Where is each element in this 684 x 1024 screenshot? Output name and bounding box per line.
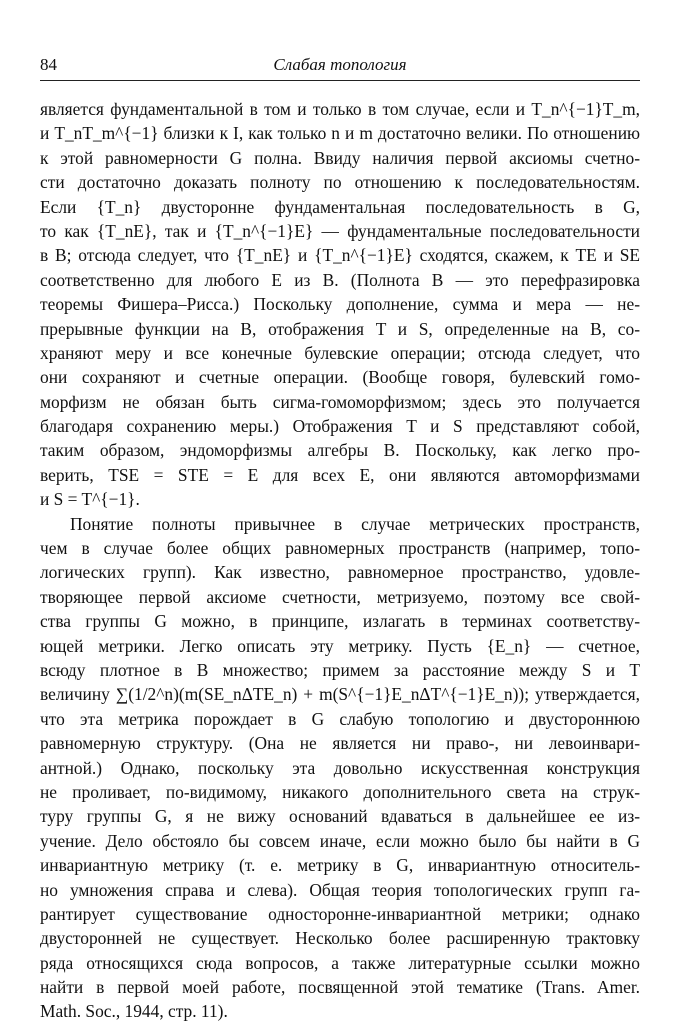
text-line: учение. Дело обстояло бы совсем иначе, если можно было бы найти в G	[40, 830, 640, 851]
page-body	[40, 97, 640, 1024]
paragraph-2	[40, 512, 640, 1024]
text-line: антной.) Однако, поскольку эта довольно искусственная конструкция	[40, 757, 640, 778]
text-line: морфизм не обязан быть сигма-гомоморфизмом; здесь это получается	[40, 391, 640, 412]
text-line: двусторонней не существует. Несколько более расширенную трактовку	[40, 928, 640, 949]
text-line: что эта метрика порождает в G слабую топологию и двустороннюю	[40, 708, 640, 729]
text-line: и T_nT_m^{−1} близки к I, как только n и m достаточно велики. По отношению	[40, 123, 640, 144]
text-line: туру группы G, я не вижу оснований вдаваться в дальнейшее ее из-	[40, 806, 640, 827]
header-rule	[40, 80, 640, 81]
text-line: к этой равномерности G полна. Ввиду наличия первой аксиомы счетно-	[40, 147, 640, 168]
text-line: верить, TSE = STE = E для всех E, они являются автоморфизмами	[40, 464, 640, 485]
text-line: то как {T_nE}, так и {T_n^{−1}E} — фундаментальные последовательности	[40, 220, 640, 241]
text-line: величину ∑(1/2^n)(m(SE_nΔTE_n) + m(S^{−1}E_nΔT^{−1}E_n)); утверждается,	[40, 684, 640, 705]
text-line: рантирует существование односторонне-инвариантной метрики; однако	[40, 903, 640, 924]
text-line: всюду плотное в B множество; примем за расстояние между S и T	[40, 659, 640, 680]
text-line: храняют меру и все конечные булевские операции; отсюда следует, что	[40, 342, 640, 363]
text-line: таким образом, эндоморфизмы алгебры B. Поскольку, как легко про-	[40, 440, 640, 461]
text-line: Если {T_n} двусторонне фундаментальная последовательность в G,	[40, 196, 640, 217]
text-line: сти достаточно доказать полноту по отношению к последовательностям.	[40, 172, 640, 193]
text-line: ряда относящихся сюда вопросов, а также литературные ссылки можно	[40, 952, 640, 973]
text-line: ющей метрики. Легко описать эту метрику. Пусть {E_n} — счетное,	[40, 635, 640, 656]
text-line: творяющее первой аксиоме счетности, метризуемо, поэтому все свой-	[40, 586, 640, 607]
text-line: но умножения справа и слева). Общая теория топологических групп га-	[40, 879, 640, 900]
page-number: 84	[40, 55, 57, 74]
text-line: прерывные функции на B, отображения T и S, определенные на B, со-	[40, 318, 640, 339]
paragraph-1	[40, 97, 640, 512]
text-line: найти в первой моей работе, посвященной этой тематике (Trans. Amer.	[40, 977, 640, 998]
text-line: теоремы Фишера–Рисса.) Поскольку дополнение, сумма и мера — не-	[40, 294, 640, 315]
text-line: они сохраняют и счетные операции. (Вообще говоря, булевский гомо-	[40, 367, 640, 388]
text-line: ства группы G можно, в принципе, излагать в терминах соответству-	[40, 611, 640, 632]
text-line: чем в случае более общих равномерных пространств (например, топо-	[40, 538, 640, 559]
text-line: Math. Soc., 1944, стр. 11).	[40, 1001, 228, 1022]
running-title: Слабая топология	[273, 55, 407, 74]
text-line: инвариантную метрику (т. е. метрику в G, инвариантную относитель-	[40, 855, 640, 876]
text-line: соответственно для любого E из B. (Полнота B — это перефразировка	[40, 269, 640, 290]
text-line: благодаря сохранению меры.) Отображения T и S представляют собой,	[40, 416, 640, 437]
text-line: Понятие полноты привычнее в случае метрических пространств,	[70, 513, 640, 534]
text-line: равномерную структуру. (Она не является ни право-, ни левоинвари-	[40, 733, 640, 754]
text-line: не проливает, по-видимому, никакого дополнительного света на струк-	[40, 781, 640, 802]
text-line: в B; отсюда следует, что {T_nE} и {T_n^{−1}E} сходятся, скажем, к TE и SE	[40, 245, 640, 266]
text-line: логических групп). Как известно, равномерное пространство, удовле-	[40, 562, 640, 583]
text-line: является фундаментальной в том и только в том случае, если и T_n^{−1}T_m,	[40, 99, 640, 119]
page-header	[40, 55, 640, 79]
text-line: и S = T^{−1}.	[40, 489, 140, 510]
